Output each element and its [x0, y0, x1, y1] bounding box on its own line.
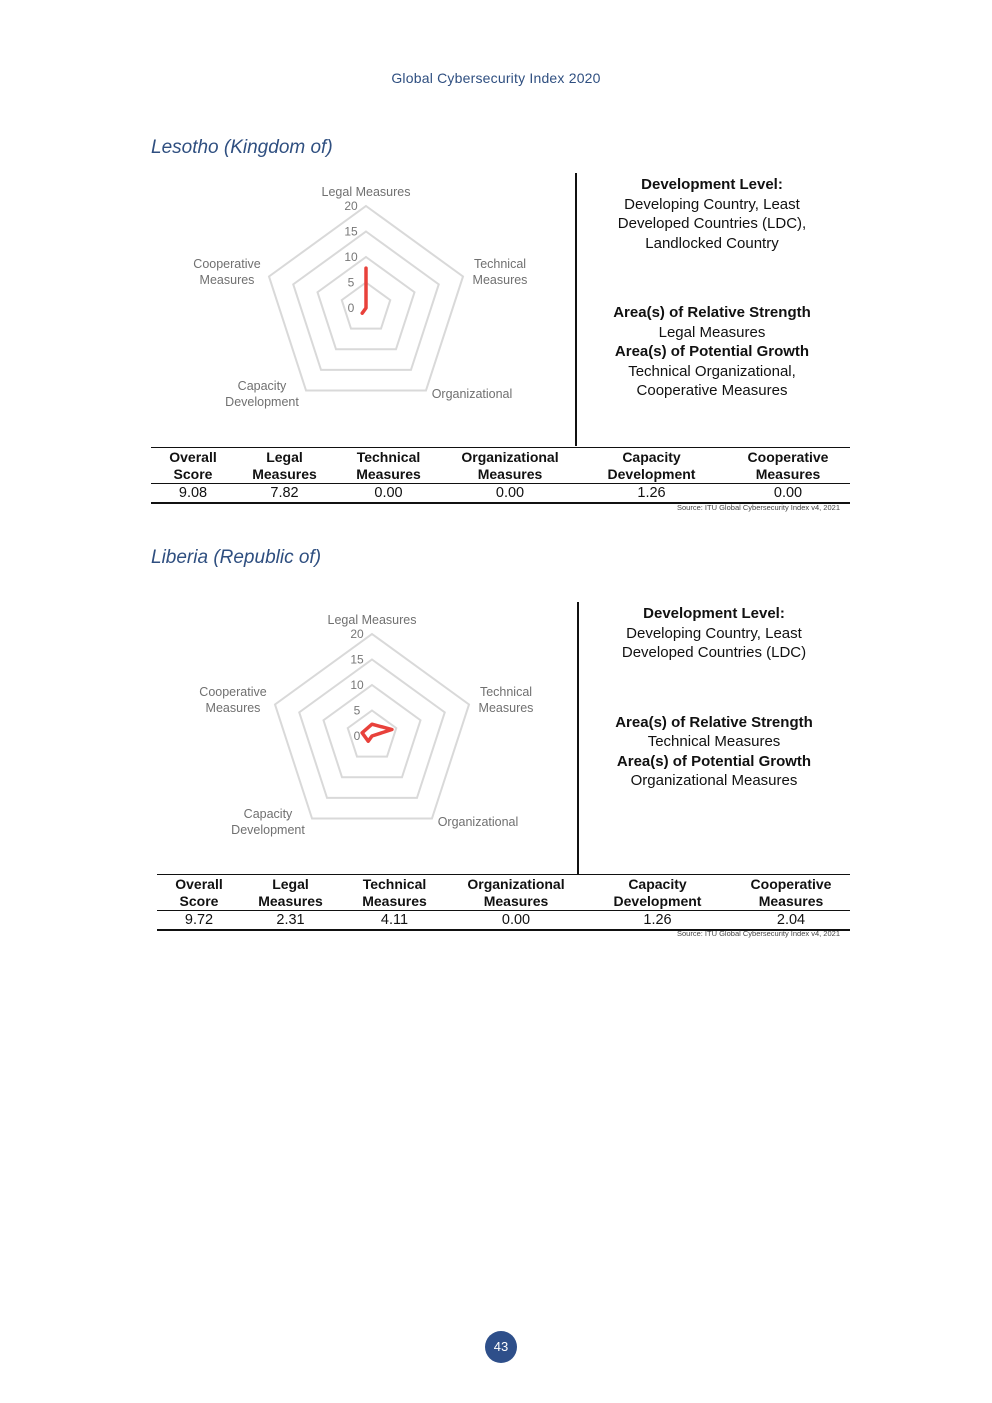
radar-series-line — [362, 268, 366, 313]
relative-strength-label: Area(s) of Relative Strength — [613, 304, 811, 321]
header-legal-measures: Legal Measures — [235, 448, 334, 484]
header-cooperative-measures: Cooperative Measures — [726, 448, 850, 484]
header-capacity-development: Capacity Development — [583, 875, 732, 911]
radar-axis-label: Measures — [472, 273, 528, 287]
development-level-line: Developed Countries (LDC), — [617, 215, 807, 232]
country-title: Liberia (Republic of) — [151, 547, 322, 568]
header-overall-score: Overall Score — [151, 448, 235, 484]
potential-growth-label: Area(s) of Potential Growth — [616, 752, 812, 770]
radar-grid-ring — [323, 685, 420, 777]
relative-strength-line: Technical Measures — [647, 733, 781, 750]
table-row — [157, 911, 850, 931]
relative-strength-line: Legal Measures — [658, 323, 766, 341]
radar-tick-label: 20 — [344, 199, 358, 213]
scores-table — [157, 874, 850, 931]
country-info — [579, 604, 849, 791]
radar-tick-label: 5 — [347, 275, 355, 290]
radar-axis-label: Organizational — [437, 815, 519, 829]
radar-axis-label: Development — [231, 823, 305, 837]
radar-tick-label: 15 — [344, 224, 358, 239]
potential-growth-line: Technical Organizational, — [628, 362, 796, 380]
potential-growth-line: Cooperative Measures — [636, 382, 788, 399]
capacity-development-value: 1.26 — [637, 485, 666, 501]
radar-tick-label: 5 — [353, 703, 361, 718]
radar-tick-label: 10 — [344, 250, 358, 264]
radar-axis-label: Measures — [205, 701, 261, 715]
radar-axis-label: Organizational — [431, 387, 513, 401]
header-organizational-measures: Organizational Measures — [449, 875, 583, 911]
organizational-measures-value: 0.00 — [495, 485, 525, 501]
development-level-line: Developing Country, Least — [624, 195, 800, 213]
overall-score-value: 9.72 — [184, 912, 214, 928]
table-header-row — [151, 448, 850, 484]
radar-axis-label: Capacity — [243, 807, 293, 821]
radar-axis-label: Cooperative — [199, 685, 267, 699]
relative-strength-label: Area(s) of Relative Strength — [615, 713, 813, 731]
header-capacity-development: Capacity Development — [577, 448, 726, 484]
radar-axis-label: Development — [225, 395, 299, 409]
technical-measures-value: 0.00 — [374, 485, 403, 501]
overall-score-value: 9.08 — [178, 485, 208, 501]
radar-axis-label: Measures — [478, 701, 534, 715]
page-number: 43 — [485, 1331, 517, 1363]
legal-measures-value: 2.31 — [276, 912, 305, 928]
header-organizational-measures: Organizational Measures — [443, 448, 577, 484]
header-legal-measures: Legal Measures — [241, 875, 340, 911]
radar-axis-label: Legal Measures — [321, 185, 411, 199]
capacity-development-value: 1.26 — [643, 912, 672, 928]
radar-axis-label: Capacity — [237, 379, 287, 393]
development-level-label: Development Level: — [643, 605, 785, 622]
radar-tick-label: 10 — [350, 678, 364, 692]
cooperative-measures-value: 0.00 — [773, 485, 803, 501]
radar-tick-label: 15 — [350, 652, 364, 667]
development-level-line: Landlocked Country — [645, 234, 779, 252]
potential-growth-line: Organizational Measures — [630, 772, 798, 789]
country-title: Lesotho (Kingdom of) — [151, 137, 333, 158]
source-note: Source: ITU Global Cybersecurity Index v4, 2021 — [677, 929, 840, 938]
radar-tick-label: 20 — [350, 627, 364, 641]
header-technical-measures: Technical Measures — [340, 875, 449, 911]
radar-axis-label: Technical — [473, 257, 527, 271]
source-note: Source: ITU Global Cybersecurity Index v4, 2021 — [677, 503, 840, 512]
radar-axis-label: Measures — [199, 273, 255, 287]
cooperative-measures-value: 2.04 — [776, 912, 806, 928]
legal-measures-value: 7.82 — [270, 485, 299, 501]
table-header-row — [157, 875, 850, 911]
table-row — [151, 484, 850, 504]
radar-axis-label: Legal Measures — [327, 613, 417, 627]
header-overall-score: Overall Score — [157, 875, 241, 911]
radar-chart — [180, 180, 550, 430]
scores-table — [151, 447, 850, 504]
potential-growth-label: Area(s) of Potential Growth — [614, 343, 810, 360]
radar-axis-label: Technical — [479, 685, 533, 699]
organizational-measures-value: 0.00 — [501, 912, 531, 928]
radar-tick-label: 0 — [353, 729, 361, 743]
radar-tick-label: 0 — [347, 301, 355, 315]
country-info — [577, 175, 847, 401]
development-level-line: Developing Country, Least — [626, 624, 802, 642]
header-cooperative-measures: Cooperative Measures — [732, 875, 850, 911]
running-header: Global Cybersecurity Index 2020 — [391, 70, 601, 86]
radar-axis-label: Cooperative — [193, 257, 261, 271]
header-technical-measures: Technical Measures — [334, 448, 443, 484]
development-level-line: Developed Countries (LDC) — [621, 644, 807, 661]
radar-series-line — [362, 724, 392, 741]
technical-measures-value: 4.11 — [380, 912, 409, 928]
development-level-label: Development Level: — [641, 176, 783, 193]
radar-chart — [186, 608, 556, 858]
